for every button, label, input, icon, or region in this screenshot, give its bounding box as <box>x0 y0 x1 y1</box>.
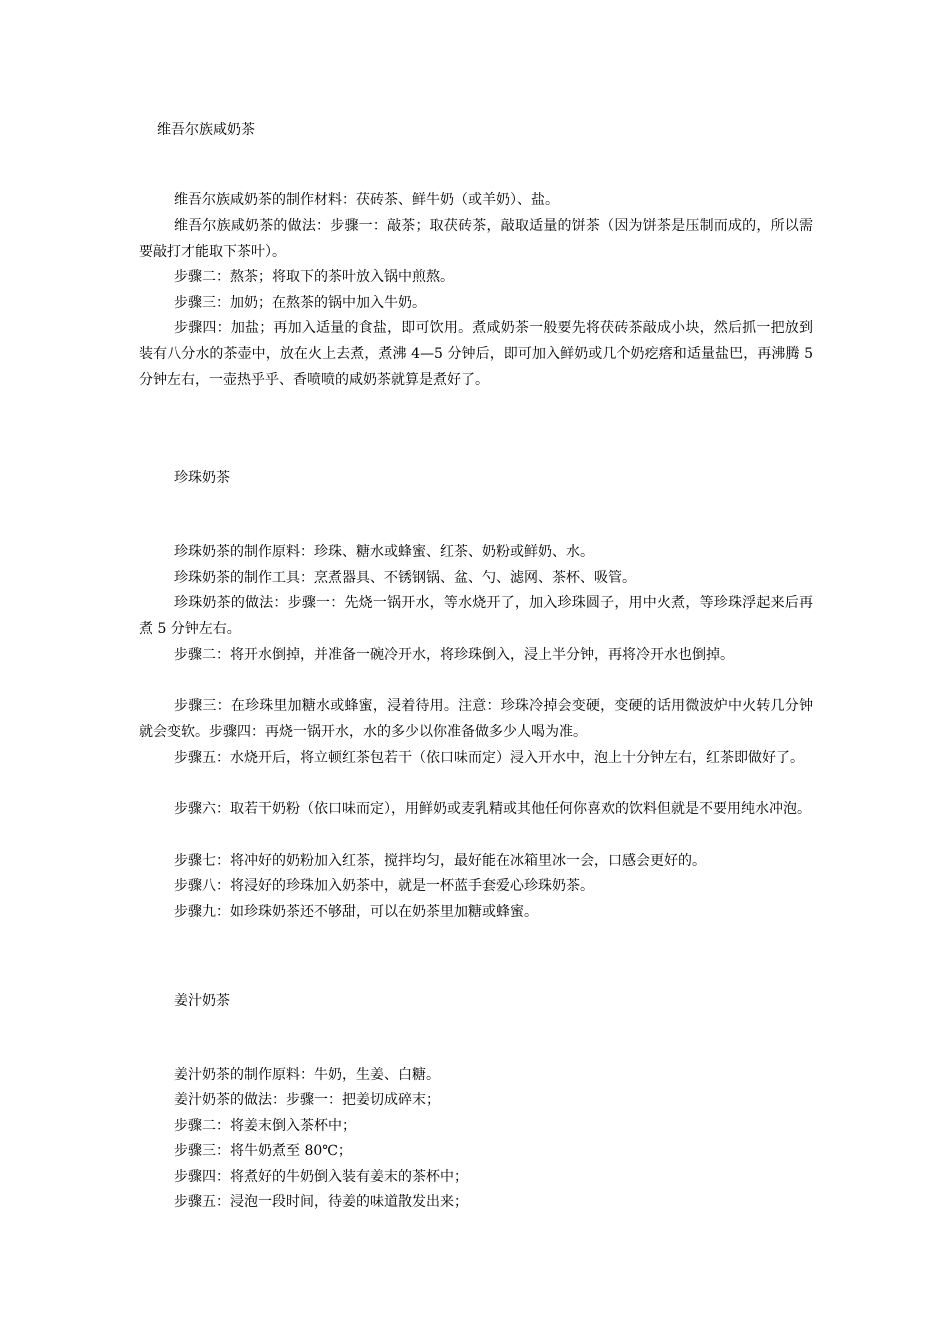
section-title: 姜汁奶茶 <box>174 993 230 1009</box>
paragraph: 步骤三：在珍珠里加糖水或蜂蜜，浸着待用。注意：珍珠冷掉会变硬，变硬的话用微波炉中火转几分钟就会变软。步骤四：再烧一锅开水，水的多少以你准备做多少人喝为准。 <box>139 698 813 740</box>
paragraph: 步骤三：将牛奶煮至 80℃； <box>174 1143 352 1159</box>
paragraph: 步骤四：将煮好的牛奶倒入装有姜末的茶杯中； <box>174 1169 468 1185</box>
paragraph: 步骤六：取若干奶粉（依口味而定），用鲜奶或麦乳精或其他任何你喜欢的饮料但就是不要用纯水冲泡。 <box>174 801 811 817</box>
paragraph: 步骤五：浸泡一段时间，待姜的味道散发出来； <box>174 1194 468 1210</box>
paragraph: 珍珠奶茶的制作工具：烹煮器具、不锈钢锅、盆、勺、滤网、茶杯、吸管。 <box>174 570 636 586</box>
section-title: 珍珠奶茶 <box>174 470 230 486</box>
paragraph: 步骤九：如珍珠奶茶还不够甜，可以在奶茶里加糖或蜂蜜。 <box>174 904 538 920</box>
section-title: 维吾尔族咸奶茶 <box>157 122 255 138</box>
paragraph: 步骤二：将姜末倒入茶杯中； <box>174 1118 356 1134</box>
paragraph: 步骤五：水烧开后，将立顿红茶包若干（依口味而定）浸入开水中，泡上十分钟左右，红茶即做好了。 <box>174 750 804 766</box>
paragraph: 珍珠奶茶的做法：步骤一：先烧一锅开水，等水烧开了，加入珍珠圆子，用中火煮，等珍珠浮起来后再煮 5 分钟左右。 <box>139 595 813 637</box>
paragraph: 步骤二：熬茶；将取下的茶叶放入锅中煎熬。 <box>174 269 454 285</box>
paragraph: 维吾尔族咸奶茶的制作材料：茯砖茶、鲜牛奶（或羊奶）、盐。 <box>174 192 559 208</box>
paragraph: 步骤四：加盐；再加入适量的食盐，即可饮用。煮咸奶茶一般要先将茯砖茶敲成小块，然后抓一把放到装有八分水的茶壶中，放在火上去煮，煮沸 4—5 分钟后，即可加入鲜奶或几个奶疙瘩和适量盐巴，再沸腾 5 分钟左右，一壶热乎乎、香喷喷的咸奶茶就算是煮好了。 <box>139 320 813 388</box>
paragraph: 珍珠奶茶的制作原料：珍珠、糖水或蜂蜜、红茶、奶粉或鲜奶、水。 <box>174 544 594 560</box>
paragraph: 步骤七：将冲好的奶粉加入红茶，搅拌均匀，最好能在冰箱里冰一会，口感会更好的。 <box>174 853 706 869</box>
paragraph: 维吾尔族咸奶茶的做法：步骤一：敲茶；取茯砖茶，敲取适量的饼茶（因为饼茶是压制而成的，所以需要敲打才能取下茶叶）。 <box>139 218 813 260</box>
paragraph: 步骤八：将浸好的珍珠加入奶茶中，就是一杯蓝手套爱心珍珠奶茶。 <box>174 878 594 894</box>
paragraph: 姜汁奶茶的做法：步骤一：把姜切成碎末； <box>174 1092 440 1108</box>
paragraph: 姜汁奶茶的制作原料：牛奶，生姜、白糖。 <box>174 1067 440 1083</box>
paragraph: 步骤三：加奶；在熬茶的锅中加入牛奶。 <box>174 295 426 311</box>
paragraph: 步骤二：将开水倒掉，并准备一碗冷开水，将珍珠倒入，浸上半分钟，再将冷开水也倒掉。 <box>174 647 734 663</box>
